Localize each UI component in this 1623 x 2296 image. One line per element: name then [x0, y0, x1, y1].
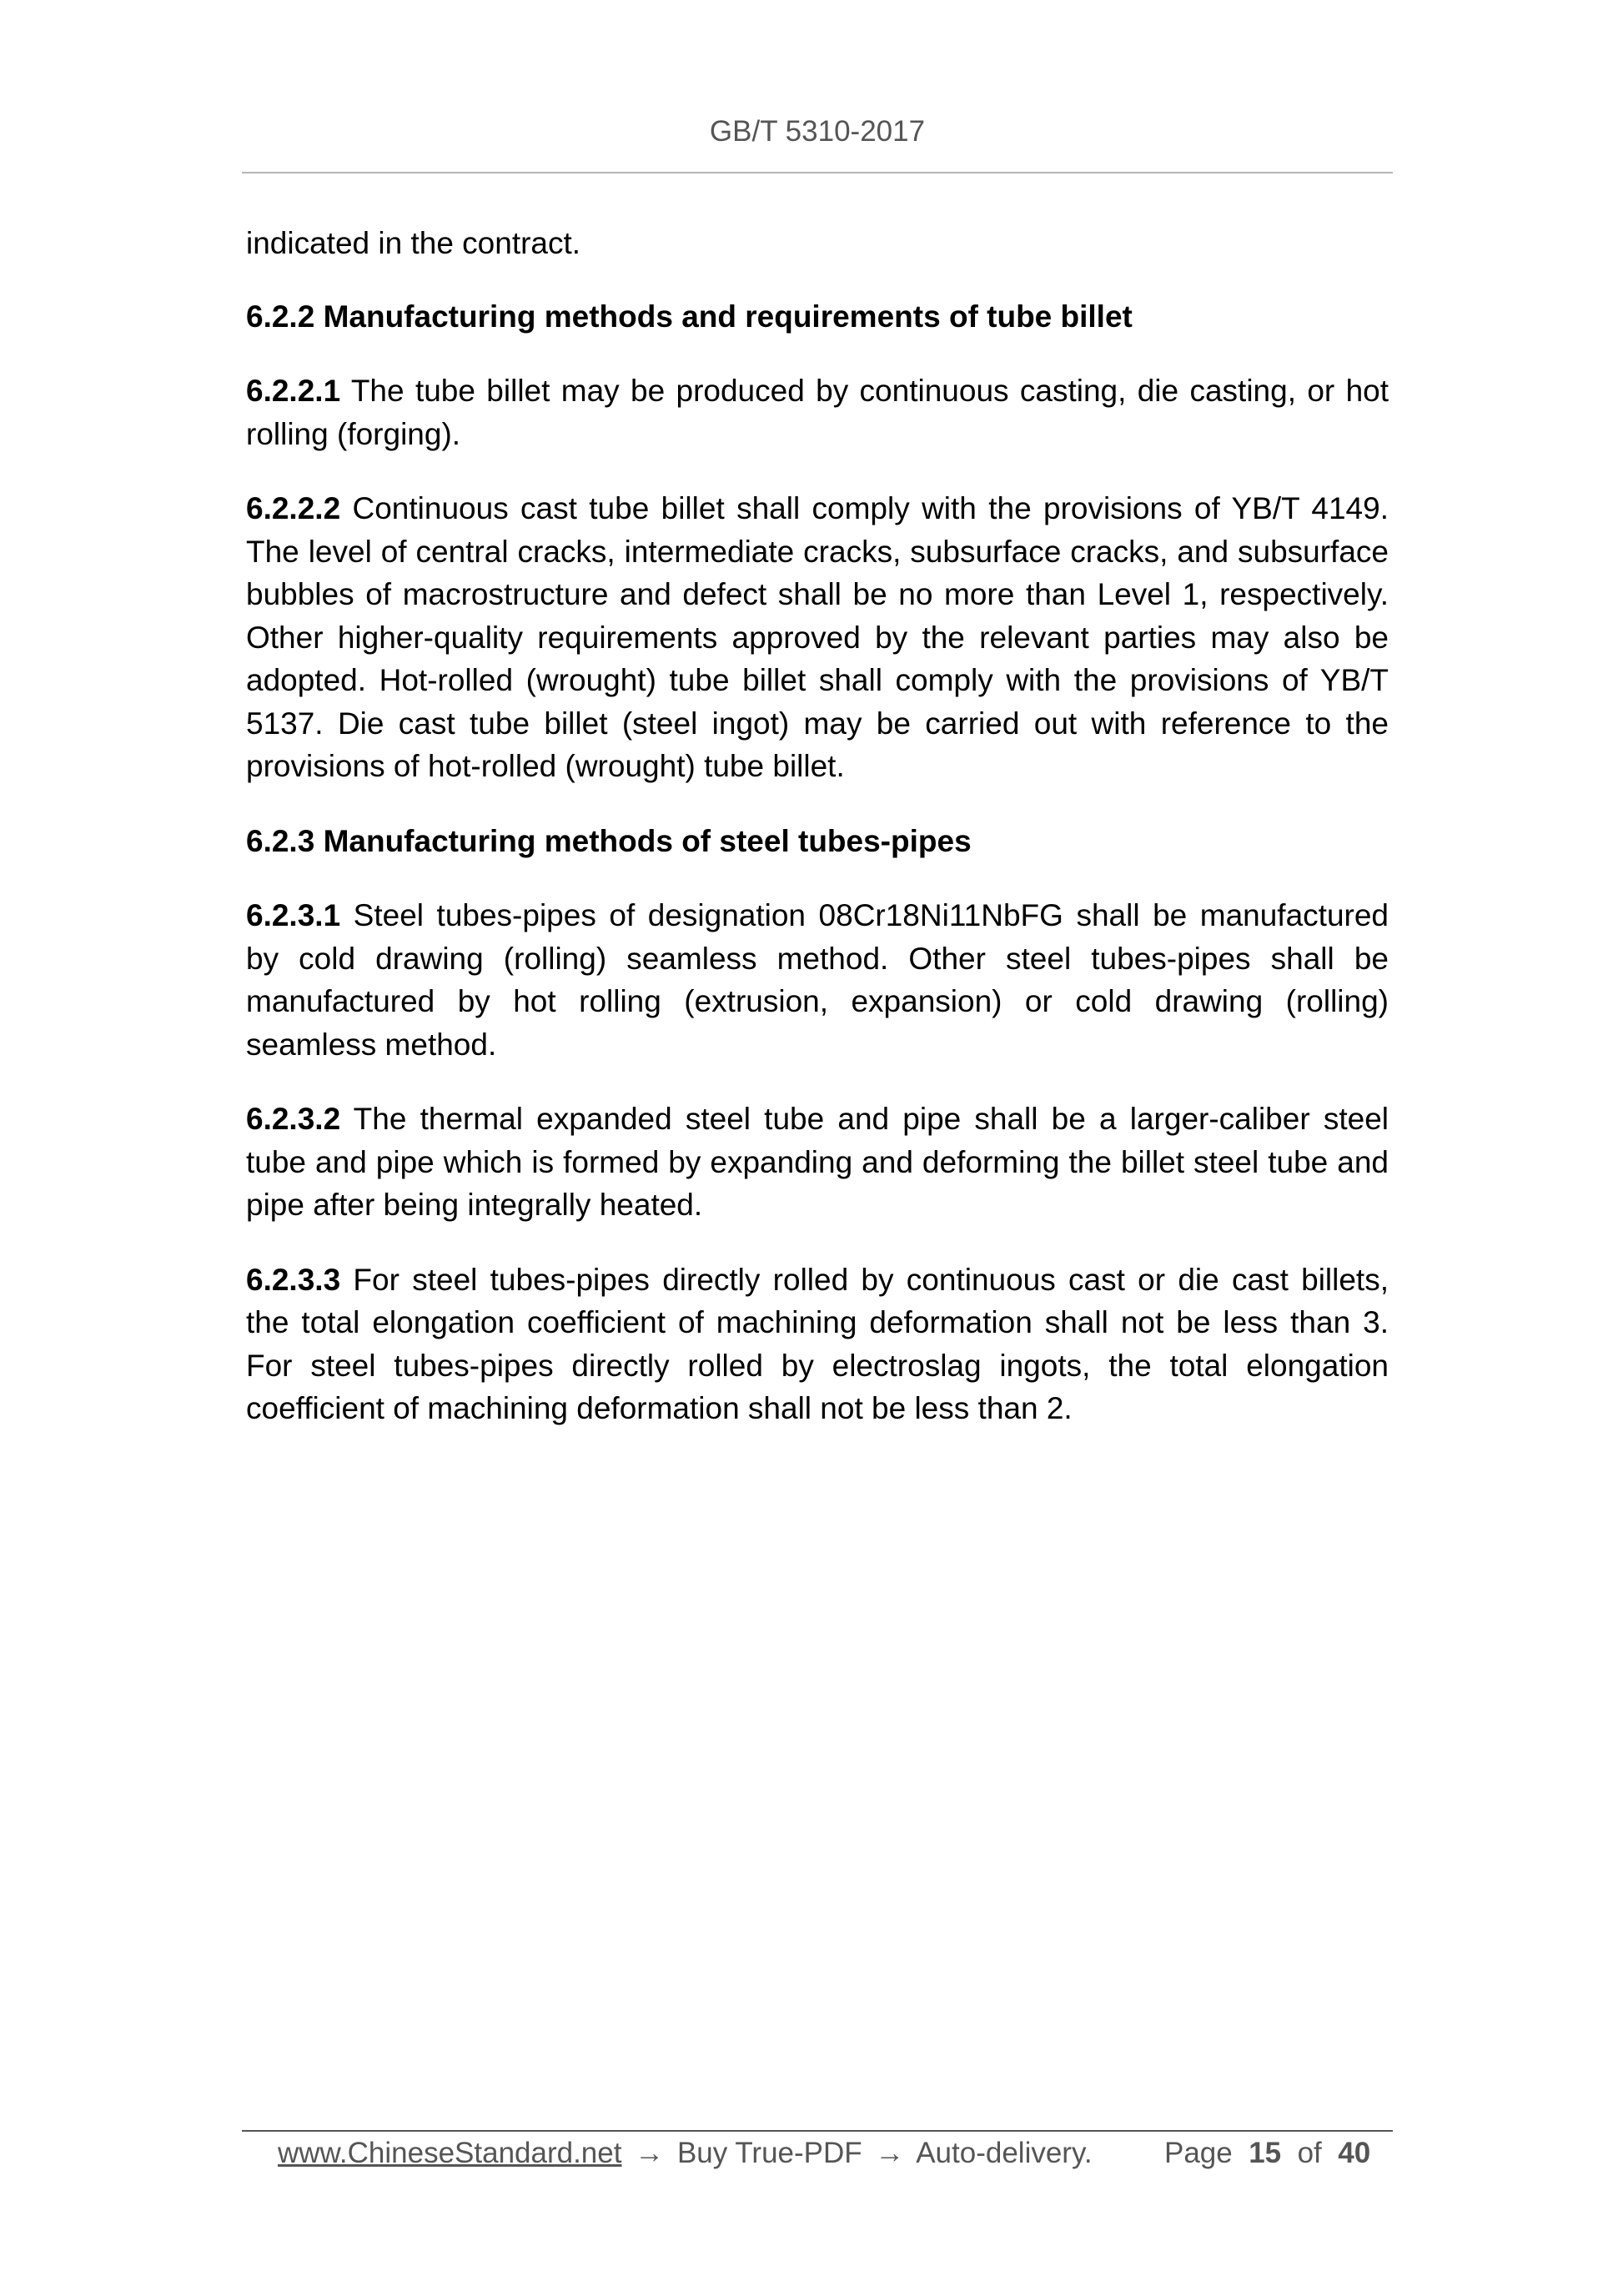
page-indicator [1164, 2137, 1370, 2170]
clause-text: Continuous cast tube billet shall comply with the provisions of YB/T 4149. The level of central cracks, intermediate cracks, subsurface cracks, and subsurface bubbles of macrostructure and defect shall be no more than Level 1, respectively. Other higher-quality requirements approved by the relevant parties may also be adopted. Hot-rolled (wrought) tube billet shall comply with the provisions of YB/T 5137. Die cast tube billet (steel ingot) may be carried out with reference to the provisions of hot-rolled (wrought) tube billet. [246, 491, 1389, 783]
clause-6-2-3-1 [246, 894, 1389, 1066]
document-body [246, 222, 1389, 1462]
clause-number: 6.2.3.3 [246, 1262, 341, 1297]
clause-6-2-3-2 [246, 1098, 1389, 1227]
clause-text: The thermal expanded steel tube and pipe shall be a larger-caliber steel tube and pipe which is formed by expanding and deforming the billet steel tube and pipe after being integrally heated. [246, 1102, 1389, 1222]
page-current: 15 [1249, 2137, 1282, 2169]
section-heading-6-2-2: 6.2.2 Manufacturing methods and requirements of tube billet [246, 299, 1133, 334]
clause-6-2-2-2 [246, 487, 1389, 788]
clause-6-2-2-1 [246, 369, 1389, 455]
page-total: 40 [1338, 2137, 1371, 2169]
footer-divider [242, 2130, 1393, 2132]
of-word: of [1297, 2137, 1322, 2169]
arrow-right-icon: → [635, 2137, 665, 2169]
clause-number: 6.2.3.2 [246, 1102, 341, 1136]
arrow-right-icon: → [875, 2137, 905, 2169]
clause-text: The tube billet may be produced by continuous casting, die casting, or hot rolling (forging). [246, 374, 1389, 451]
site-link[interactable]: www.ChineseStandard.net [278, 2137, 622, 2169]
delivery-text: Auto-delivery. [916, 2137, 1093, 2169]
clause-number: 6.2.2.1 [246, 374, 341, 408]
buy-text: Buy True-PDF [676, 2137, 862, 2169]
page-word: Page [1164, 2137, 1233, 2169]
clause-text: Steel tubes-pipes of designation 08Cr18Ni11NbFG shall be manufactured by cold drawing (rolling) seamless method. Other steel tubes-pipes shall be manufactured by hot rolling (extrusion, expansion) or cold drawing (rolling) seamless method. [246, 898, 1389, 1062]
page-header [242, 115, 1393, 148]
section-heading-6-2-3: 6.2.3 Manufacturing methods of steel tubes-pipes [246, 823, 972, 858]
continuation-text: indicated in the contract. [246, 226, 581, 260]
page-footer [278, 2137, 1379, 2170]
header-divider [242, 172, 1393, 173]
document-code: GB/T 5310-2017 [709, 115, 926, 148]
clause-6-2-3-3 [246, 1259, 1389, 1430]
clause-number: 6.2.3.1 [246, 898, 341, 932]
clause-number: 6.2.2.2 [246, 491, 341, 525]
clause-text: For steel tubes-pipes directly rolled by continuous cast or die cast billets, the total elongation coefficient of machining deformation shall not be less than 3. For steel tubes-pipes directly rolled by electroslag ingots, the total elongation coefficient of machining deformation shall not be less than 2. [246, 1262, 1389, 1425]
